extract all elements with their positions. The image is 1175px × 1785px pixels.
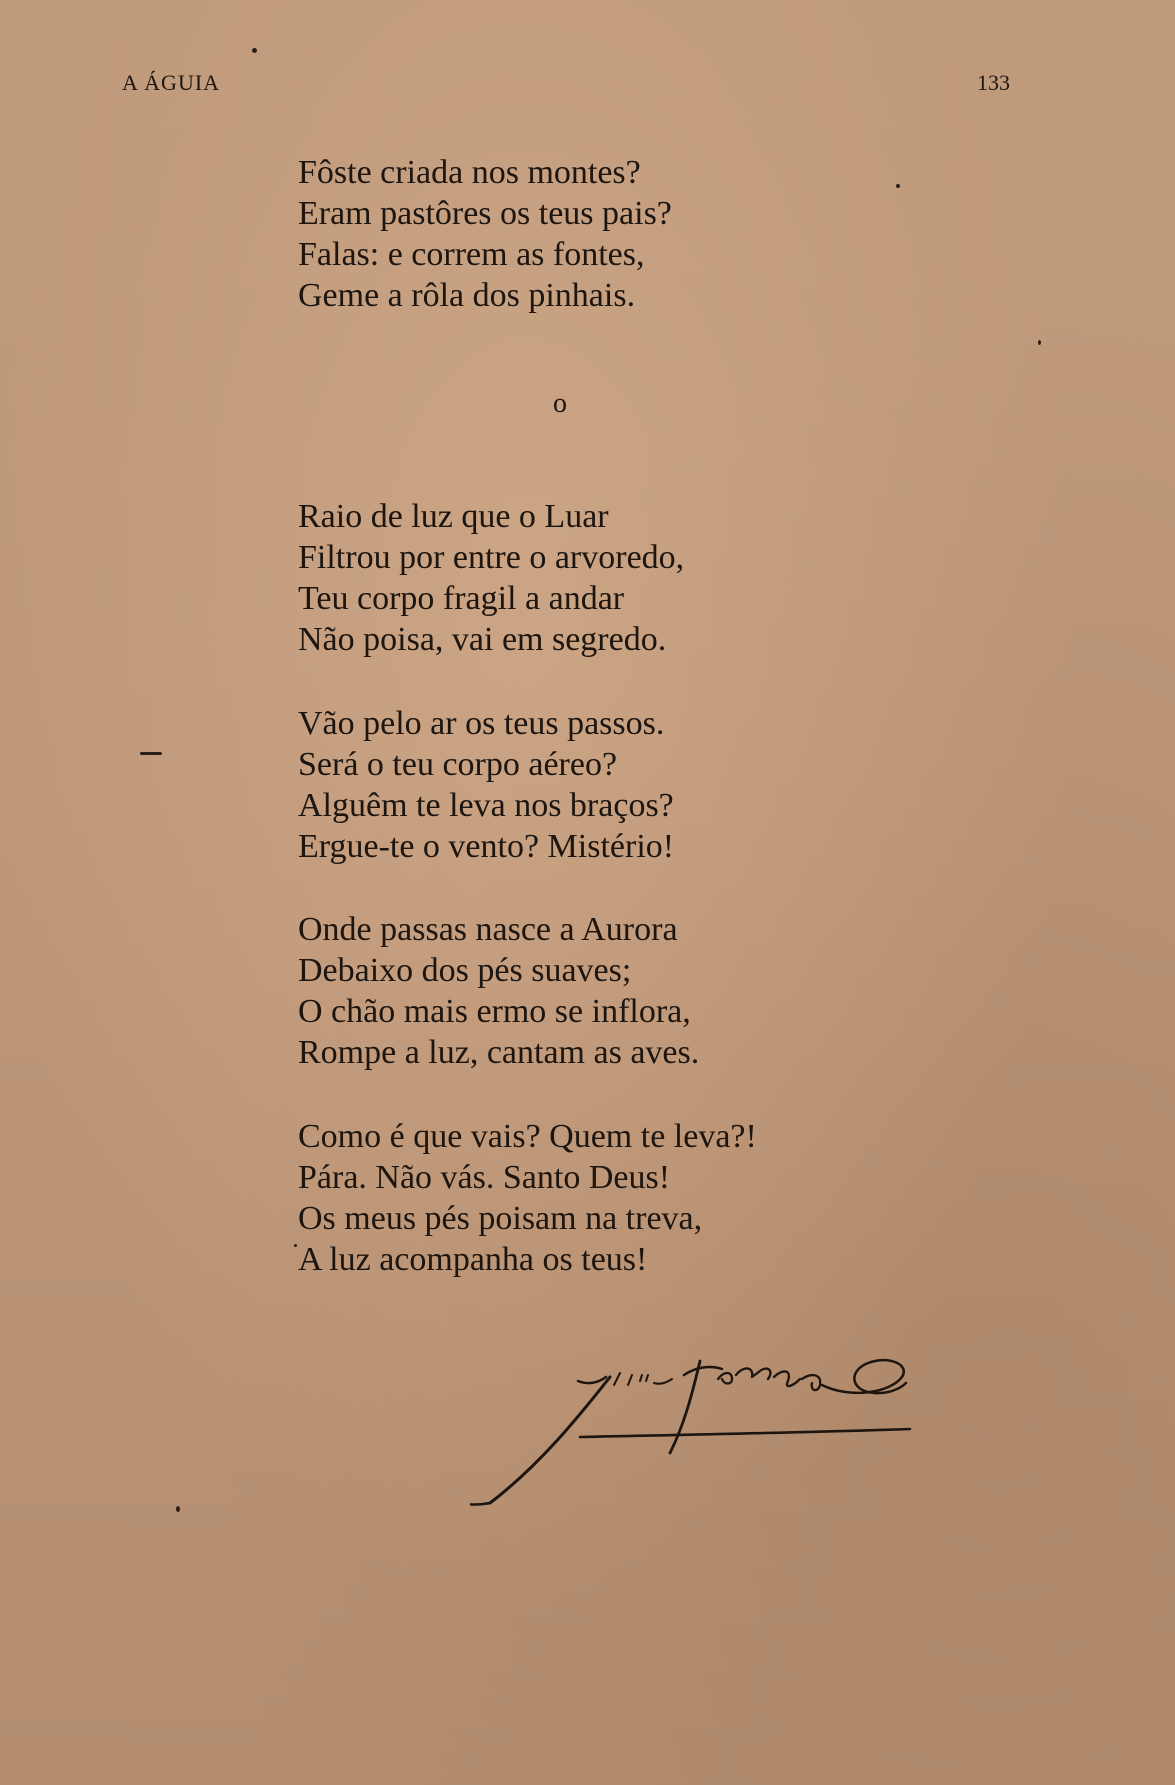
verse-line: Será o teu corpo aéreo? bbox=[298, 746, 618, 783]
ink-speck bbox=[252, 48, 257, 53]
stanza-5 bbox=[298, 1116, 757, 1280]
verse-line: Fôste criada nos montes? bbox=[298, 154, 641, 191]
ink-speck bbox=[294, 1244, 297, 1247]
ink-speck bbox=[176, 1506, 180, 1512]
verse-line: Raio de luz que o Luar bbox=[298, 498, 609, 535]
verse-line: Não poisa, vai em segredo. bbox=[298, 621, 667, 658]
verse-line: Filtrou por entre o arvoredo, bbox=[298, 539, 685, 576]
verse-line: A luz acompanha os teus! bbox=[298, 1241, 648, 1278]
ink-speck bbox=[1038, 340, 1041, 345]
verse-line: Rompe a luz, cantam as aves. bbox=[298, 1034, 700, 1071]
verse-line: Eram pastôres os teus pais? bbox=[298, 195, 672, 232]
verse-line: Vão pelo ar os teus passos. bbox=[298, 705, 665, 742]
verse-line: Debaixo dos pés suaves; bbox=[298, 952, 632, 989]
verse-line: Pára. Não vás. Santo Deus! bbox=[298, 1159, 671, 1196]
stanza-2 bbox=[298, 496, 684, 660]
verse-line: O chão mais ermo se inflora, bbox=[298, 993, 691, 1030]
verse-line: Como é que vais? Quem te leva?! bbox=[298, 1118, 757, 1155]
running-head-title: A ÁGUIA bbox=[122, 70, 221, 95]
handwritten-signature bbox=[470, 1355, 1010, 1515]
stanza-4 bbox=[298, 909, 699, 1073]
verse-line: Teu corpo fragil a andar bbox=[298, 580, 625, 617]
page-number: 133 bbox=[977, 70, 1010, 95]
ink-speck bbox=[896, 184, 900, 188]
verse-line: Geme a rôla dos pinhais. bbox=[298, 277, 636, 314]
verse-line: Falas: e correm as fontes, bbox=[298, 236, 645, 273]
stanza-1 bbox=[298, 152, 672, 316]
stanza-3 bbox=[298, 703, 674, 867]
section-separator: o bbox=[553, 388, 567, 419]
verse-line: Ergue-te o vento? Mistério! bbox=[298, 828, 675, 865]
verse-line: Alguêm te leva nos braços? bbox=[298, 787, 674, 824]
verse-line: Os meus pés poisam na treva, bbox=[298, 1200, 703, 1237]
verse-line: Onde passas nasce a Aurora bbox=[298, 911, 678, 948]
ink-speck bbox=[140, 752, 162, 755]
